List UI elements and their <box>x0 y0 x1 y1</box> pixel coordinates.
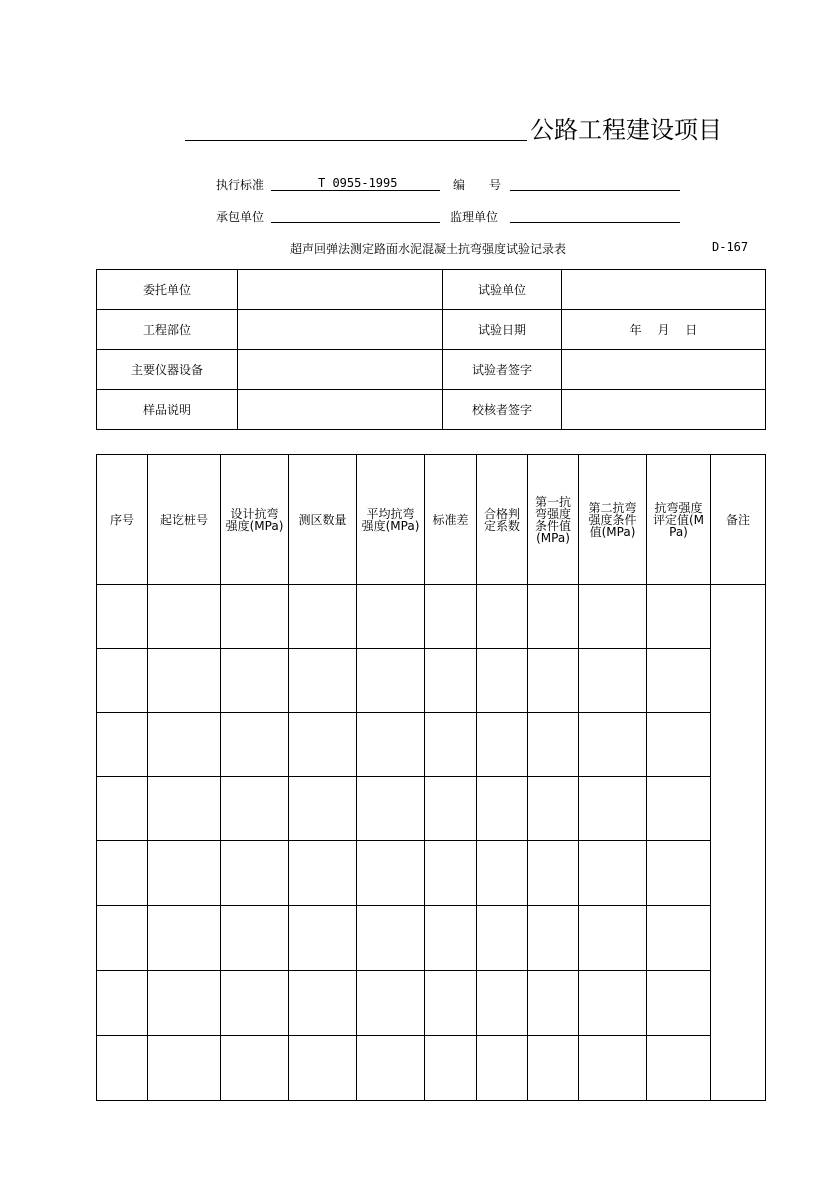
table-cell[interactable] <box>477 649 528 713</box>
table-cell[interactable] <box>528 971 579 1036</box>
number-label: 编 号 <box>453 178 502 192</box>
table-cell[interactable] <box>357 906 425 971</box>
table-cell[interactable] <box>221 841 289 906</box>
table-cell[interactable] <box>528 906 579 971</box>
table-cell[interactable] <box>528 841 579 906</box>
info-value[interactable] <box>238 390 443 430</box>
table-cell[interactable] <box>425 777 477 841</box>
table-cell[interactable] <box>97 906 148 971</box>
table-cell[interactable] <box>97 585 148 649</box>
column-header: 设计抗弯强度(MPa) <box>221 455 289 585</box>
table-cell[interactable] <box>579 1036 647 1101</box>
table-cell[interactable] <box>528 649 579 713</box>
column-header: 标准差 <box>425 455 477 585</box>
info-value[interactable] <box>238 350 443 390</box>
info-value[interactable] <box>562 390 766 430</box>
table-cell[interactable] <box>579 906 647 971</box>
table-cell[interactable] <box>477 906 528 971</box>
column-header: 备注 <box>711 455 766 585</box>
table-cell[interactable] <box>647 906 711 971</box>
table-row <box>97 585 766 649</box>
table-cell[interactable] <box>148 777 221 841</box>
table-cell[interactable] <box>221 971 289 1036</box>
table-cell[interactable] <box>221 585 289 649</box>
info-label: 工程部位 <box>97 310 238 350</box>
table-cell[interactable] <box>148 713 221 777</box>
table-cell[interactable] <box>477 1036 528 1101</box>
info-label: 试验单位 <box>443 270 562 310</box>
info-table <box>96 269 766 430</box>
table-cell[interactable] <box>221 906 289 971</box>
table-row <box>97 1036 766 1101</box>
table-cell[interactable] <box>289 777 357 841</box>
info-value[interactable] <box>562 350 766 390</box>
table-cell[interactable] <box>425 649 477 713</box>
table-cell[interactable] <box>425 906 477 971</box>
table-header-row <box>97 455 766 585</box>
table-cell[interactable] <box>579 713 647 777</box>
column-header: 抗弯强度评定值(MPa) <box>647 455 711 585</box>
table-cell[interactable] <box>148 841 221 906</box>
table-cell[interactable] <box>579 585 647 649</box>
table-cell[interactable] <box>477 585 528 649</box>
info-value[interactable] <box>238 270 443 310</box>
supervisor-label: 监理单位 <box>450 210 499 224</box>
table-cell[interactable] <box>528 585 579 649</box>
info-row <box>97 310 766 350</box>
table-cell[interactable] <box>289 841 357 906</box>
table-cell[interactable] <box>579 649 647 713</box>
info-label: 试验者签字 <box>443 350 562 390</box>
column-header: 起讫桩号 <box>148 455 221 585</box>
table-row <box>97 841 766 906</box>
table-cell[interactable] <box>221 713 289 777</box>
table-cell[interactable] <box>289 713 357 777</box>
column-header: 第二抗弯强度条件值(MPa) <box>579 455 647 585</box>
table-cell[interactable] <box>289 971 357 1036</box>
table-cell[interactable] <box>647 971 711 1036</box>
table-cell[interactable] <box>97 971 148 1036</box>
supervisor-field[interactable] <box>510 222 680 223</box>
table-cell[interactable] <box>528 777 579 841</box>
table-cell[interactable] <box>477 841 528 906</box>
table-cell[interactable] <box>148 971 221 1036</box>
info-value[interactable] <box>238 310 443 350</box>
standard-label: 执行标准 <box>216 178 265 192</box>
table-cell[interactable] <box>357 713 425 777</box>
table-cell[interactable] <box>289 906 357 971</box>
contractor-label: 承包单位 <box>216 210 265 224</box>
table-cell[interactable] <box>289 1036 357 1101</box>
table-row <box>97 713 766 777</box>
table-cell[interactable] <box>477 713 528 777</box>
table-cell[interactable] <box>425 1036 477 1101</box>
table-cell[interactable] <box>647 841 711 906</box>
form-code: D-167 <box>712 240 749 254</box>
table-cell[interactable] <box>357 841 425 906</box>
table-cell[interactable] <box>357 649 425 713</box>
table-row <box>97 971 766 1036</box>
column-header: 第一抗弯强度条件值(MPa) <box>528 455 579 585</box>
table-cell[interactable] <box>579 971 647 1036</box>
table-cell[interactable] <box>148 649 221 713</box>
info-row <box>97 390 766 430</box>
table-cell[interactable] <box>148 585 221 649</box>
table-cell[interactable] <box>97 777 148 841</box>
table-cell[interactable] <box>97 841 148 906</box>
standard-line <box>271 190 440 191</box>
info-label: 样品说明 <box>97 390 238 430</box>
project-title: 公路工程建设项目 <box>530 116 722 144</box>
table-cell[interactable] <box>647 777 711 841</box>
table-cell[interactable] <box>425 713 477 777</box>
info-row <box>97 350 766 390</box>
table-cell[interactable] <box>579 841 647 906</box>
table-cell[interactable] <box>357 585 425 649</box>
data-table <box>96 454 766 1101</box>
table-cell[interactable] <box>477 777 528 841</box>
table-cell[interactable] <box>148 1036 221 1101</box>
table-cell[interactable] <box>425 585 477 649</box>
column-header: 序号 <box>97 455 148 585</box>
form-title: 超声回弹法测定路面水泥混凝土抗弯强度试验记录表 <box>290 242 567 256</box>
table-cell[interactable] <box>97 713 148 777</box>
table-cell[interactable] <box>289 649 357 713</box>
info-label: 试验日期 <box>443 310 562 350</box>
table-row <box>97 906 766 971</box>
remarks-cell[interactable] <box>711 585 766 1101</box>
table-cell[interactable] <box>357 1036 425 1101</box>
contractor-field[interactable] <box>271 222 440 223</box>
column-header: 合格判定系数 <box>477 455 528 585</box>
table-cell[interactable] <box>221 1036 289 1101</box>
info-row <box>97 270 766 310</box>
table-cell[interactable] <box>221 777 289 841</box>
table-cell[interactable] <box>357 971 425 1036</box>
table-row <box>97 777 766 841</box>
info-label: 主要仪器设备 <box>97 350 238 390</box>
project-name-line <box>185 140 527 141</box>
table-cell[interactable] <box>97 1036 148 1101</box>
info-label: 校核者签字 <box>443 390 562 430</box>
table-row <box>97 649 766 713</box>
table-cell[interactable] <box>148 906 221 971</box>
info-value[interactable] <box>562 270 766 310</box>
table-cell[interactable] <box>528 713 579 777</box>
table-cell[interactable] <box>289 585 357 649</box>
column-header: 测区数量 <box>289 455 357 585</box>
info-label: 委托单位 <box>97 270 238 310</box>
standard-value: T 0955-1995 <box>318 176 398 190</box>
table-cell[interactable] <box>425 971 477 1036</box>
table-cell[interactable] <box>647 713 711 777</box>
table-cell[interactable] <box>97 649 148 713</box>
table-cell[interactable] <box>528 1036 579 1101</box>
table-cell[interactable] <box>647 585 711 649</box>
table-cell[interactable] <box>647 649 711 713</box>
number-field[interactable] <box>510 190 680 191</box>
table-cell[interactable] <box>477 971 528 1036</box>
table-cell[interactable] <box>357 777 425 841</box>
column-header: 平均抗弯强度(MPa) <box>357 455 425 585</box>
table-cell[interactable] <box>647 1036 711 1101</box>
table-cell[interactable] <box>579 777 647 841</box>
table-cell[interactable] <box>221 649 289 713</box>
test-date-value[interactable]: 年 月 日 <box>562 310 766 350</box>
table-cell[interactable] <box>425 841 477 906</box>
